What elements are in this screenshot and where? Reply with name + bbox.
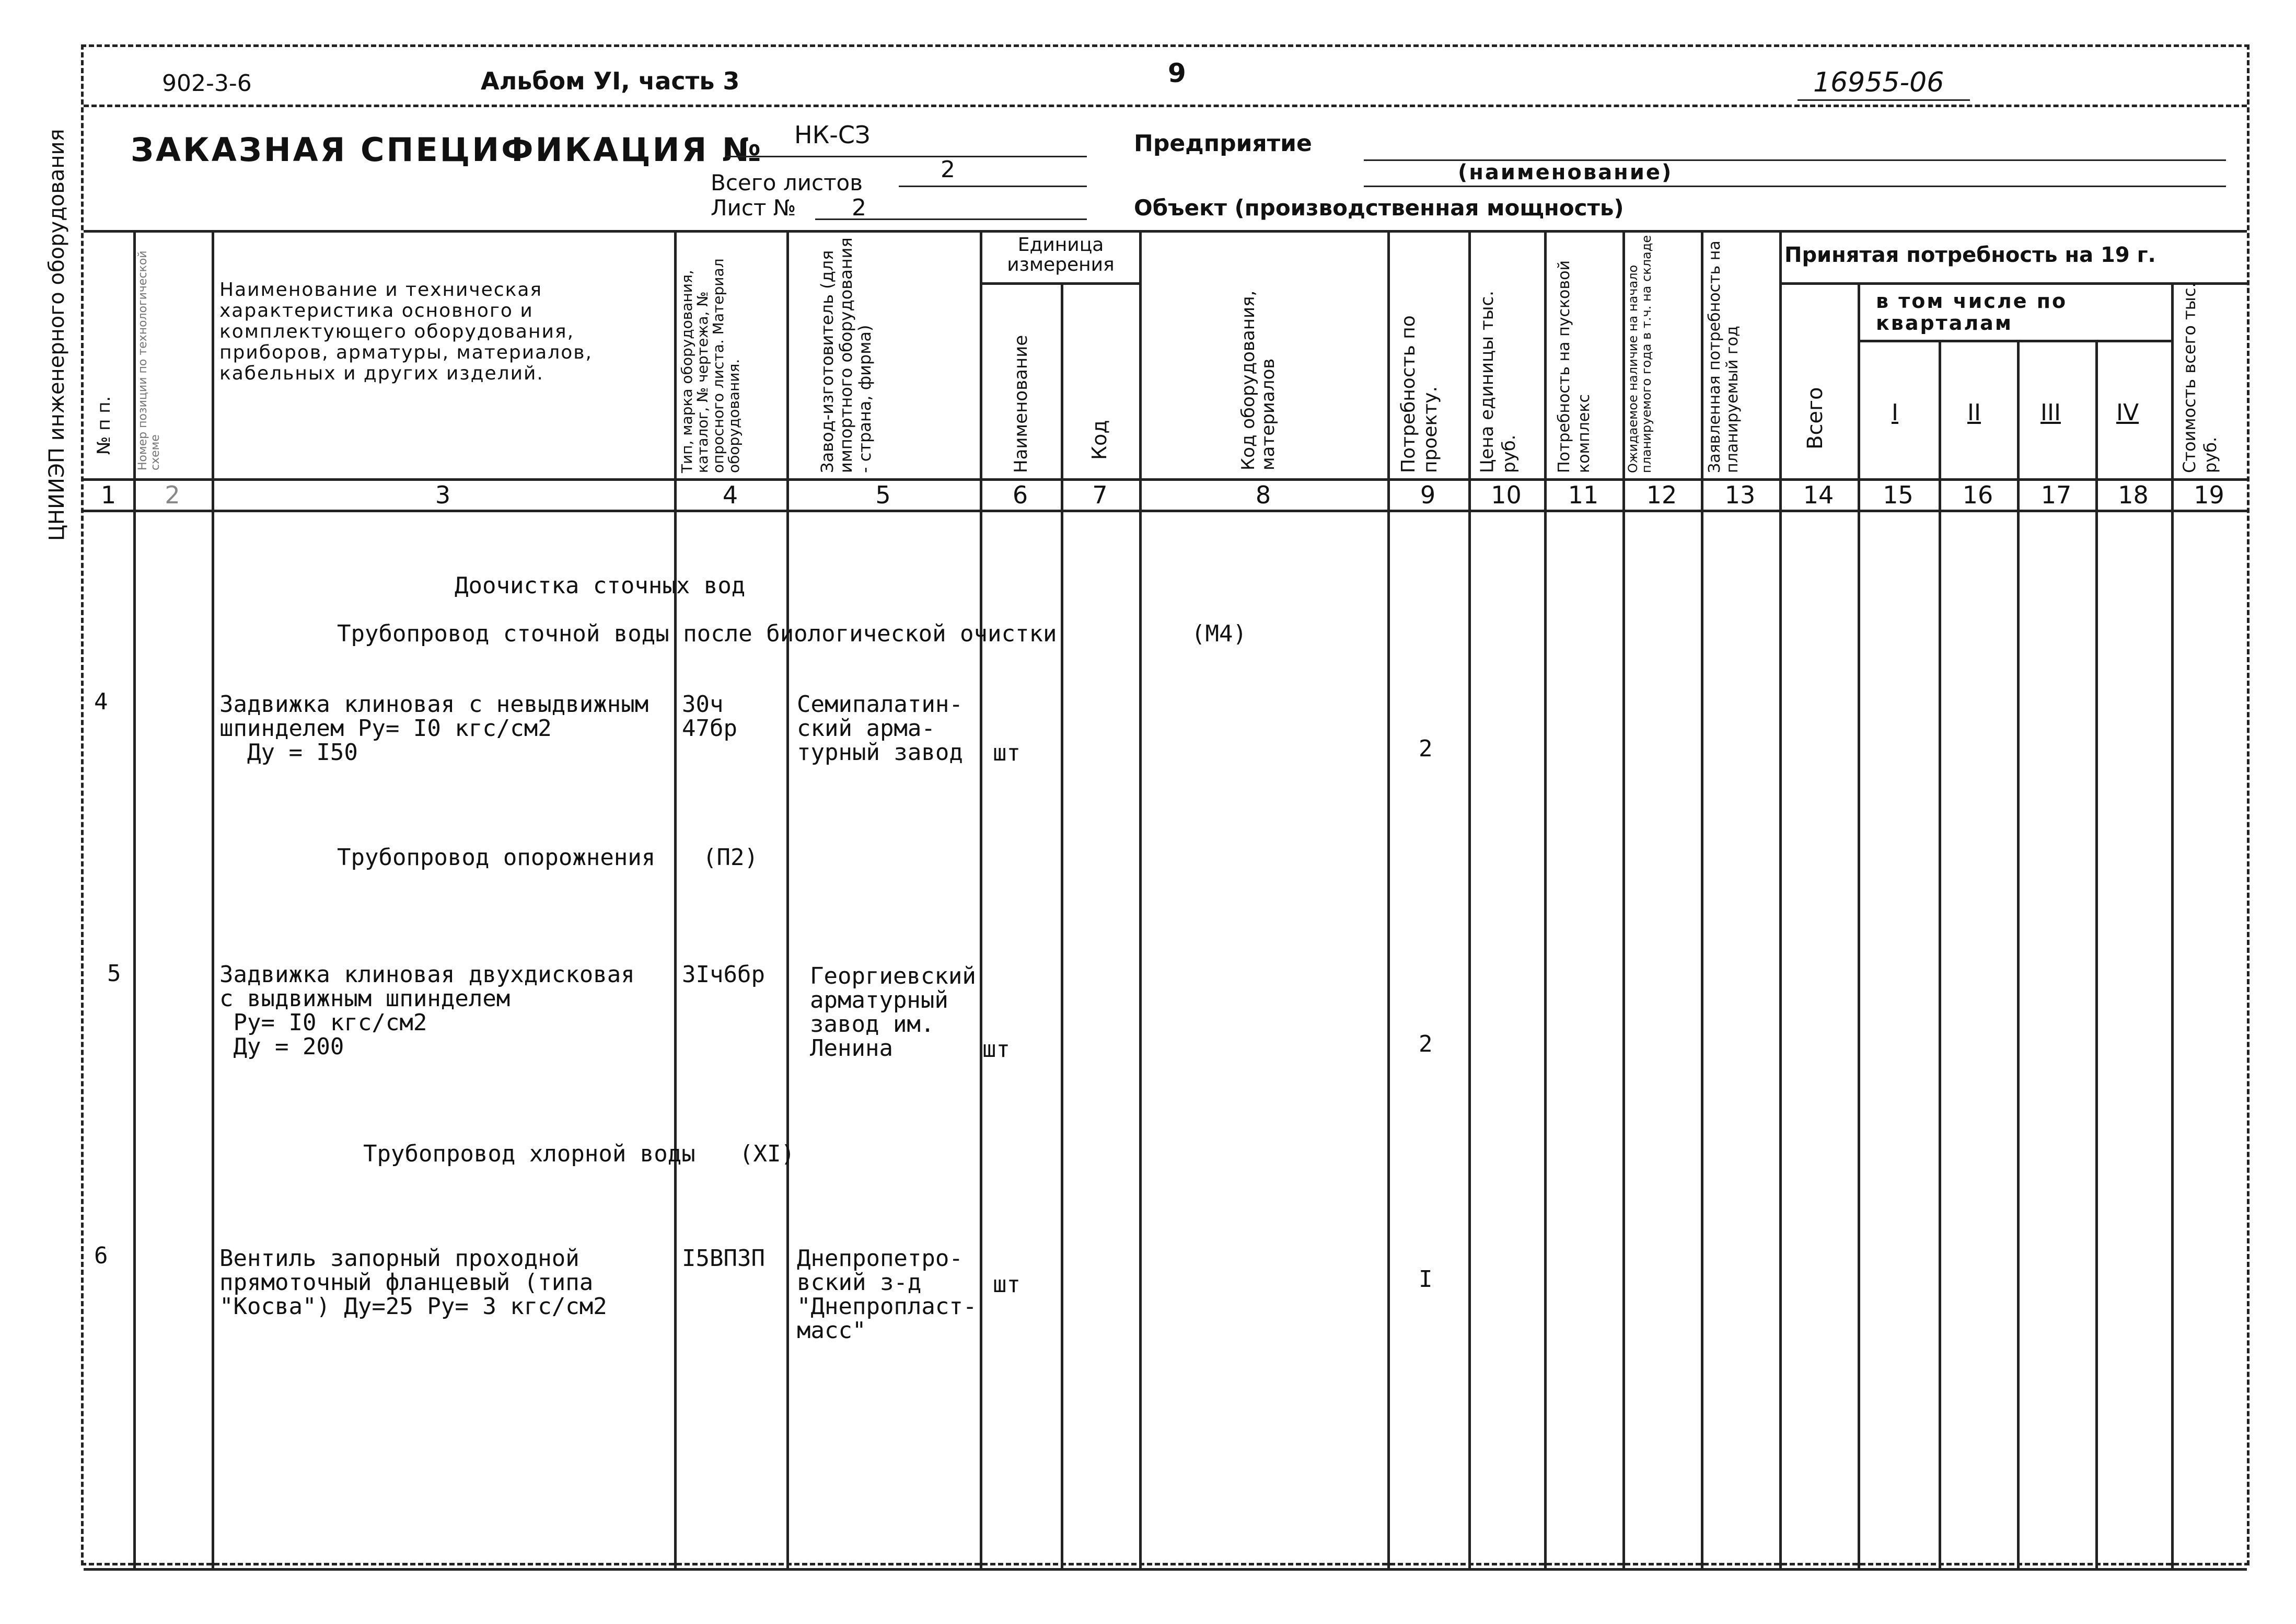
col-number: 2 (165, 481, 180, 509)
spec-title: ЗАКАЗНАЯ СПЕЦИФИКАЦИЯ № (131, 131, 763, 169)
col-header-1: № п п. (94, 396, 114, 455)
sheet-number: 2 (852, 194, 866, 221)
col-header-5: Завод-изготовитель (для импортного оборудования - страна, фирма) (817, 237, 875, 473)
col-number: 18 (2118, 481, 2149, 509)
col-header-10: Цена единицы тыс. руб. (1477, 291, 1520, 473)
row-qty: 2 (1419, 1031, 1433, 1057)
col-line-17 (2095, 340, 2098, 1568)
unit-group-divider (980, 282, 1139, 285)
col-number: 10 (1491, 481, 1522, 509)
col-line-2 (212, 230, 214, 1568)
header-divider-2 (84, 230, 2247, 233)
total-sheets-label: Всего листов (711, 170, 863, 195)
col-number: 1 (100, 481, 117, 509)
col-number: 5 (875, 481, 891, 509)
row-type: I5ВПЗП (682, 1245, 765, 1272)
row-unit: шт (982, 1036, 1010, 1063)
col-line-16 (2017, 340, 2020, 1568)
row-type: 30ч 47бр (682, 691, 737, 742)
section-code: (ХI) (739, 1141, 795, 1167)
col-line-5 (980, 230, 982, 1568)
album-label: Альбом УI, часть 3 (481, 67, 740, 95)
col-header-12: Ожидаемое наличие на начало планируемого года в т.ч. на складе (1626, 235, 1654, 473)
col-header-8: Код оборудования, материалов (1238, 290, 1279, 470)
col-header-2: Номер позиции по технологической схеме (136, 250, 162, 470)
page-frame (81, 44, 2249, 1565)
col-header-15: I (1892, 399, 1898, 426)
col-line-14 (1858, 282, 1860, 1568)
side-label: ЦНИИЭП инженерного оборудования (45, 129, 69, 541)
section-heading: Трубопровод сточной воды после биологической очистки (337, 620, 1057, 647)
col-line-12 (1701, 230, 1703, 1568)
col-line-13 (1779, 230, 1782, 1568)
col-header-17: III (2040, 399, 2061, 426)
col-line-6 (1061, 282, 1063, 1568)
sheet-label: Лист № (711, 195, 796, 221)
accepted-divider (1779, 282, 2247, 285)
col-number: 11 (1568, 481, 1599, 509)
col-number: 9 (1420, 481, 1436, 509)
enterprise-label: Предприятие (1134, 130, 1312, 157)
unit-group-header: Единица измерения (1007, 234, 1115, 275)
row-name: Задвижка клиновая с невыдвижным шпинделем Ру= I0 кгс/см2 Ду = I50 (219, 691, 649, 766)
row-maker: Семипалатин- ский арма- турный завод (797, 691, 963, 766)
total-sheets-value: 2 (941, 156, 955, 183)
col-line-18 (2171, 282, 2174, 1568)
row-type: 3Iч6бр (682, 961, 765, 988)
col-line-15 (1939, 340, 1941, 1568)
object-label: Объект (производственная мощность) (1134, 195, 1624, 221)
section-code: (М4) (1191, 620, 1247, 647)
naming-underline (1364, 186, 2226, 187)
col-header-19: Стоимость всего тыс. руб. (2179, 282, 2220, 473)
naming-label: (наименование) (1458, 160, 1673, 185)
row-number: 4 (94, 688, 108, 715)
col-header-3: Наименование и техническая характеристика основного и комплектующего оборудования, приборов, арматуры, материалов, кабельных и других изделий. (219, 279, 593, 384)
col-header-13: Заявленная потребность на планируемый год (1706, 240, 1742, 473)
column-number-row-bottom (84, 510, 2247, 512)
section-heading: Трубопровод хлорной воды (363, 1141, 695, 1167)
col-number: 16 (1962, 481, 1993, 509)
col-header-11: Потребность на пусковой комплекс (1555, 260, 1593, 473)
col-header-18: IV (2116, 399, 2139, 426)
row-number: 6 (94, 1242, 108, 1269)
col-line-8 (1387, 230, 1390, 1568)
col-line-3 (674, 230, 677, 1568)
row-name: Вентиль запорный проходной прямоточный фланцевый (типа "Косва") Ду=25 Ру= 3 кгс/см2 (219, 1245, 607, 1320)
total-sheets-underline (899, 186, 1087, 187)
col-header-16: II (1967, 399, 1981, 426)
row-maker: Георгиевский арматурный завод им. Ленина (810, 963, 976, 1062)
quarters-header: в том числе по кварталам (1876, 290, 2068, 335)
col-number: 6 (1012, 481, 1028, 509)
col-line-11 (1622, 230, 1625, 1568)
col-line-4 (786, 230, 789, 1568)
section-code: (П2) (703, 844, 758, 871)
page-number: 9 (1168, 58, 1186, 88)
row-unit: шт (993, 740, 1021, 766)
col-header-4: Тип, марка оборудования, каталог, № чертежа, № опросного листа. Материал оборудования. (678, 258, 743, 473)
row-qty: I (1419, 1266, 1433, 1293)
header-divider-1 (84, 105, 2247, 107)
accepted-header: Принятая потребность на 19 г. (1784, 243, 2156, 267)
col-number: 12 (1646, 481, 1677, 509)
quarters-divider (1858, 340, 2171, 342)
doc-code: 902-3-6 (162, 70, 252, 97)
col-header-7: Код (1088, 420, 1111, 460)
col-header-14: Всего (1803, 387, 1827, 450)
spec-number-underline (726, 156, 1087, 157)
row-maker: Днепропетро- вский з-д "Днепропласт- масс" (797, 1245, 977, 1344)
col-line-9 (1468, 230, 1471, 1568)
col-line-7 (1139, 230, 1142, 1568)
sheet-code-underline (1798, 99, 1970, 101)
sheet-number-underline (815, 218, 1087, 220)
section-heading: Доочистка сточных вод (455, 572, 746, 599)
col-line-1 (133, 230, 136, 1568)
row-qty: 2 (1419, 735, 1433, 762)
spec-number: НК-СЗ (794, 121, 871, 149)
row-name: Задвижка клиновая двухдисковая с выдвижным шпинделем Ру= I0 кгс/см2 Ду = 200 (219, 961, 635, 1060)
table-bottom (84, 1568, 2247, 1571)
col-number: 15 (1883, 481, 1914, 509)
row-unit: шт (993, 1271, 1021, 1298)
col-number: 8 (1255, 481, 1271, 509)
row-number: 5 (107, 960, 121, 987)
col-number: 3 (435, 481, 451, 509)
col-number: 14 (1803, 481, 1834, 509)
sheet-code: 16955-06 (1813, 67, 1944, 98)
col-line-10 (1544, 230, 1547, 1568)
col-header-6: Наименование (1011, 335, 1031, 473)
col-number: 17 (2040, 481, 2072, 509)
col-number: 4 (722, 481, 738, 509)
section-heading: Трубопровод опорожнения (337, 844, 656, 871)
col-number: 19 (2194, 481, 2224, 509)
col-header-9: Потребность по проекту. (1398, 315, 1441, 473)
col-number: 13 (1724, 481, 1756, 509)
col-number: 7 (1092, 481, 1108, 509)
